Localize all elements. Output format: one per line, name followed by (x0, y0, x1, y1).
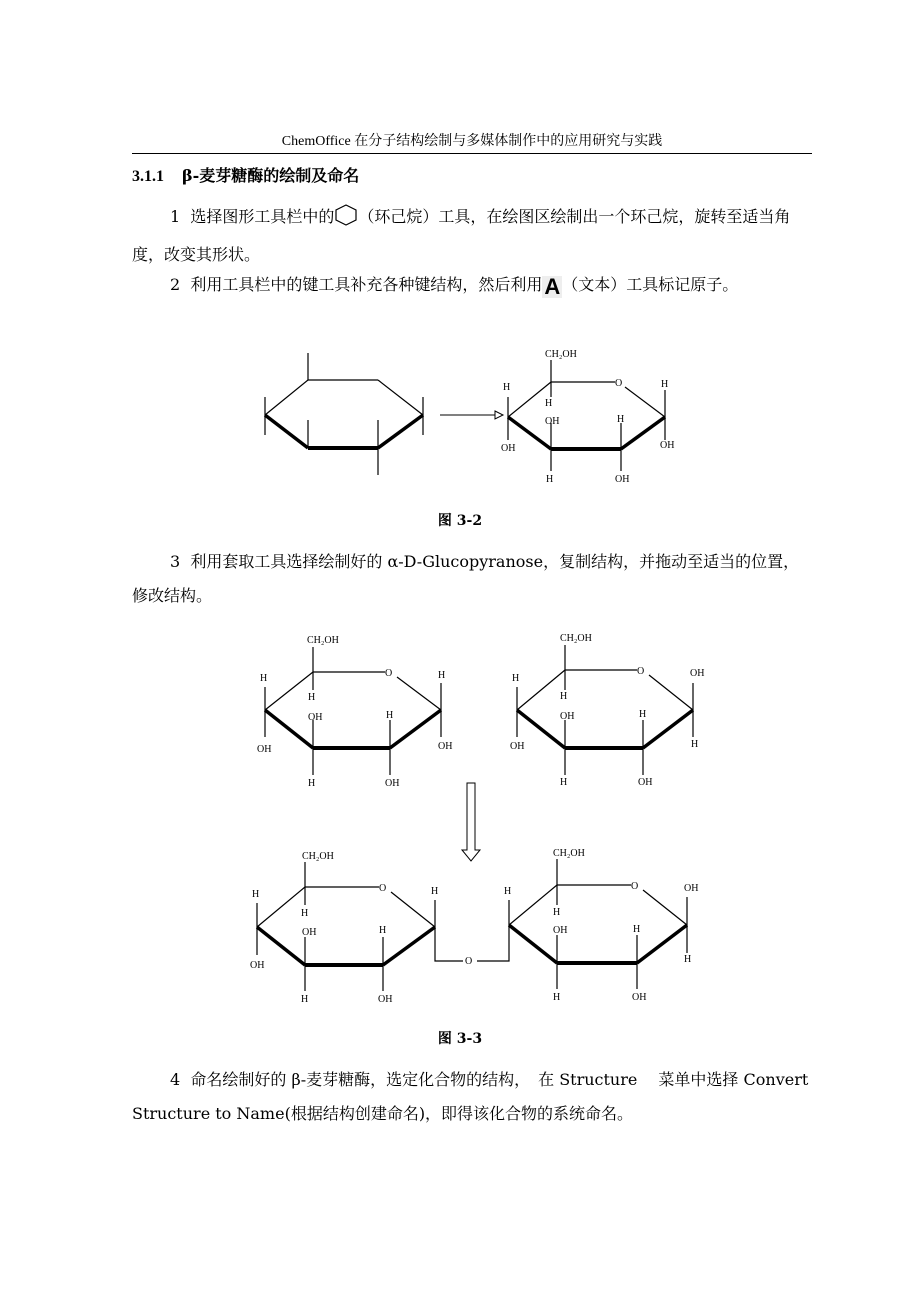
atom-label: OH (501, 443, 516, 454)
atom-label: H (633, 924, 641, 935)
atom-label: O (631, 881, 639, 892)
atom-label: H (301, 908, 309, 919)
atom-label: O (465, 956, 473, 967)
atom-label: OH (560, 711, 575, 722)
step-1-paragraph (132, 200, 812, 272)
step-1-text-before: 选择图形工具栏中的 (190, 207, 335, 226)
atom-label: H (617, 414, 625, 425)
running-header: ChemOffice 在分子结构绘制与多媒体制作中的应用研究与实践 (281, 134, 663, 149)
glucopyranose-drawing (501, 349, 674, 485)
atom-label: H (504, 886, 512, 897)
atom-label: OH (615, 474, 630, 485)
atom-label: OH (438, 741, 453, 752)
step-3-number: 3 (170, 552, 181, 571)
figure-3-2-caption: 图 3-2 (437, 513, 483, 529)
step-3-text: 利用套取工具选择绘制好的 α-D-Glucopyranose，复制结构，并拖动至适当的位置，修改结构。 (132, 552, 800, 605)
cyclohexane-drawing (265, 353, 423, 475)
atom-label: H (546, 474, 554, 485)
atom-label: H (301, 994, 309, 1005)
atom-label: OH (302, 927, 317, 938)
atom-label: OH (660, 440, 675, 451)
atom-label: H (252, 889, 260, 900)
reaction-arrow (440, 411, 503, 419)
glucose-beta-drawing (510, 633, 704, 788)
step-3-paragraph (132, 545, 812, 613)
atom-label: OH (250, 960, 265, 971)
atom-label: H (560, 691, 568, 702)
atom-label: H (560, 777, 568, 788)
atom-label: CH₂OH (302, 851, 334, 862)
step-2-paragraph (132, 268, 812, 302)
atom-label: CH₂OH (553, 848, 585, 859)
atom-label: OH (638, 777, 653, 788)
atom-label: H (545, 398, 553, 409)
atom-label: H (553, 992, 561, 1003)
atom-label: H (512, 673, 520, 684)
atom-label: OH (553, 925, 568, 936)
down-arrow-icon (462, 783, 480, 861)
atom-label: H (379, 925, 387, 936)
maltose-drawing (250, 848, 698, 1005)
step-4-text: 命名绘制好的 β-麦芽糖酶，选定化合物的结构， 在 Structure 菜单中选择 Convert Structure to Name(根据结构创建命名)，即得该化合物的系统命名。 (132, 1070, 809, 1123)
figure-3-2 (255, 345, 695, 490)
atom-label: H (386, 710, 394, 721)
atom-label: OH (690, 668, 705, 679)
hexagon-icon (334, 204, 358, 238)
step-4-number: 4 (170, 1070, 181, 1089)
section-number: 3.1.1 (132, 168, 164, 185)
section-heading (132, 163, 359, 186)
atom-label: OH (545, 416, 560, 427)
step-2-text-after: （文本）工具标记原子。 (562, 275, 739, 294)
figure-3-3 (245, 625, 715, 1015)
step-1-number: 1 (170, 207, 181, 226)
step-4-paragraph (132, 1063, 812, 1131)
step-2-number: 2 (170, 275, 181, 294)
atom-label: O (615, 378, 623, 389)
atom-label: CH₂OH (307, 635, 339, 646)
atom-label: H (431, 886, 439, 897)
atom-label: H (553, 907, 561, 918)
atom-label: H (661, 379, 669, 390)
atom-label: H (503, 382, 511, 393)
atom-label: H (691, 739, 699, 750)
atom-label: OH (308, 712, 323, 723)
atom-label: OH (632, 992, 647, 1003)
atom-label: O (379, 883, 387, 894)
header-rule (132, 153, 812, 154)
atom-label: OH (510, 741, 525, 752)
section-title: β-麦芽糖酶的绘制及命名 (182, 166, 360, 185)
atom-label: H (308, 778, 316, 789)
atom-label: OH (378, 994, 393, 1005)
atom-label: O (637, 666, 645, 677)
atom-label: H (639, 709, 647, 720)
glucose-alpha-drawing (257, 635, 452, 789)
step-2-text-before: 利用工具栏中的键工具补充各种键结构，然后利用 (190, 275, 543, 294)
atom-label: CH₂OH (545, 349, 577, 360)
atom-label: O (385, 668, 393, 679)
atom-label: H (260, 673, 268, 684)
atom-label: H (684, 954, 692, 965)
atom-label: OH (385, 778, 400, 789)
atom-label: OH (257, 744, 272, 755)
atom-label: OH (684, 883, 699, 894)
figure-3-3-caption: 图 3-3 (437, 1031, 483, 1047)
text-tool-icon: A (544, 274, 561, 299)
atom-label: H (438, 670, 446, 681)
atom-label: H (308, 692, 316, 703)
atom-label: CH₂OH (560, 633, 592, 644)
step-1-text-after: （环己烷）工具，在绘图区绘制出一个环己烷，旋转至适当角度，改变其形状。 (132, 207, 791, 264)
